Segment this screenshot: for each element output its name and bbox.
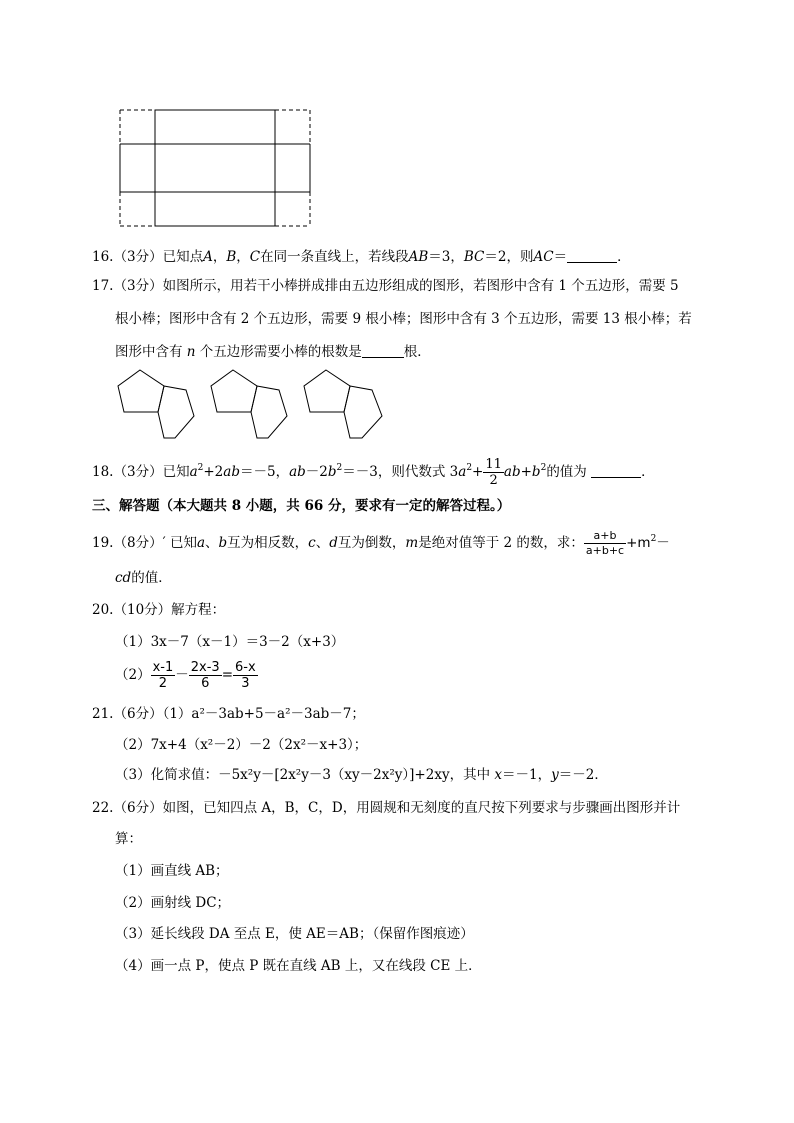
q20-p1-label: （1）: [115, 634, 151, 650]
q18-sq1: 2: [197, 463, 204, 473]
q16-end: ．: [617, 249, 631, 265]
question-16: [92, 247, 631, 267]
q18-expr-ab: ab: [503, 464, 521, 480]
q19-frac-num: a+b: [584, 529, 626, 544]
q19-sep: 、: [205, 535, 219, 551]
q18-frac-num: 11: [485, 457, 502, 472]
q19-m: m: [405, 535, 419, 551]
q17-score: （3分）: [113, 278, 163, 294]
q22-line1: 如图，已知四点 A，B，C，D，用圆规和无刻度的直尺按下列要求与步骤画出图形并计: [162, 800, 681, 816]
q22-step3: （3）延长线段 DA 至点 E，使 AE＝AB；（保留作图痕迹）: [115, 926, 474, 942]
q17-line3-c: 根．: [403, 344, 431, 360]
q18-fraction: [483, 457, 504, 488]
q20-frac3: [233, 660, 258, 691]
q20-p2-label: （2）: [115, 667, 151, 683]
q20-frac2: [189, 660, 222, 691]
q16-ac: AC: [533, 249, 554, 265]
question-17-line2: [115, 309, 692, 329]
q19-a: a: [196, 535, 206, 551]
q18-cond1-a: a: [189, 464, 198, 480]
question-19-line2: [115, 568, 172, 588]
q18-text-b: 的值为: [546, 464, 587, 480]
q21-p3-x: x: [494, 767, 502, 783]
q18-plus: +: [472, 464, 484, 480]
q21-p1: a²－3ab+5－a²－3ab－7；: [191, 706, 365, 722]
q17-line2: 根小棒；图形中含有 2 个五边形，需要 9 根小棒；图形中含有 3 个五边形，需要 13 根小棒；若: [115, 311, 692, 327]
q19-line2-b: 的值．: [131, 570, 172, 586]
q18-sq2: 2: [336, 463, 343, 473]
q19-b: b: [218, 535, 228, 551]
pentagon-4: [251, 386, 287, 438]
pentagon-3: [211, 370, 257, 412]
q16-eq2: ＝2，则: [484, 249, 534, 265]
q16-point-c: C: [249, 249, 261, 265]
q17-number: 17.: [92, 278, 114, 294]
q17-answer-blank: [362, 343, 404, 358]
pentagon-2: [158, 386, 194, 438]
q21-p3-label: （3）: [115, 767, 151, 783]
q16-sep2: ，: [236, 249, 250, 265]
q22-step4: （4）画一点 P，使点 P 既在直线 AB 上，又在线段 CE 上．: [115, 958, 482, 974]
q21-p3-a: 化简求值：－5x²y－[2x²y－3（xy－2x²y）]+2xy，其中: [150, 767, 491, 783]
q19-number: 19.: [92, 535, 114, 551]
q21-p3-b: ＝－1，: [502, 767, 552, 783]
q18-answer-blank: [591, 463, 641, 478]
q18-cond2-bvar: b: [327, 464, 337, 480]
q18-cond1-ab: ab: [223, 464, 240, 480]
question-21: [92, 704, 365, 724]
q19-mark: ′: [162, 535, 166, 551]
q16-answer-blank: [567, 248, 617, 263]
q18-expr-a: a: [458, 464, 467, 480]
q22-step2: （2）画射线 DC；: [115, 895, 231, 911]
q18-expr-plus: +: [520, 464, 532, 480]
section-3-heading: 三、解答题（本大题共 8 小题，共 66 分，要求有一定的解答过程。）: [92, 498, 511, 514]
q20-title: 解方程：: [171, 602, 226, 618]
q16-eq1: ＝3，: [428, 249, 464, 265]
question-19: [92, 529, 670, 558]
q17-line1: 如图所示，用若干小棒拼成排由五边形组成的图形，若图形中含有 1 个五边形，需要 5: [162, 278, 679, 294]
q20-f3-den: 3: [241, 676, 250, 691]
q19-cd: cd: [115, 570, 132, 586]
q18-text-a: 已知: [162, 464, 190, 480]
q16-ab: AB: [408, 249, 429, 265]
q20-f2-den: 6: [201, 676, 210, 691]
q18-cond1-b: +2: [203, 464, 224, 480]
q18-sq3: 2: [466, 463, 473, 473]
q22-score: （6分）: [113, 800, 163, 816]
question-17-line1: [92, 276, 679, 296]
q22-step1: （1）画直线 AB；: [115, 863, 229, 879]
q20-f1-den: 2: [158, 676, 168, 691]
q19-text-d: 是绝对值等于 2 的数，求：: [418, 535, 584, 551]
q21-score: （6分）: [113, 706, 163, 722]
q20-part2: [115, 660, 258, 691]
q22-line2-text: 算：: [115, 831, 142, 847]
pentagon-6: [344, 386, 382, 438]
q17-line3-b: 个五边形需要小棒的根数是: [199, 344, 362, 360]
q18-frac-den: 2: [489, 473, 498, 488]
q20-number: 20.: [92, 602, 114, 618]
q16-sep1: ，: [212, 249, 227, 265]
question-18: [92, 457, 655, 488]
q18-end: ．: [641, 464, 655, 480]
q17-n: n: [186, 344, 196, 360]
question-20: [92, 600, 225, 620]
q19-d: d: [329, 535, 338, 551]
q20-p1-equation: 3x－7（x－1）＝3－2（x+3）: [150, 634, 345, 650]
q16-text-b: 在同一条直线上，若线段: [260, 249, 409, 265]
q16-point-a: A: [203, 249, 213, 265]
q16-eq3: ＝: [553, 249, 568, 265]
q21-p2: 7x+4（x²－2）－2（2x²－x+3）；: [150, 737, 368, 753]
q19-c: c: [308, 535, 316, 551]
net-center-rect: [155, 110, 275, 226]
q20-f1-num: x-1: [152, 660, 174, 675]
q20-f2-num: 2x-3: [190, 660, 220, 675]
q19-sep2: 、: [315, 535, 330, 551]
q18-cond2-d: ＝－3，则代数式 3: [342, 464, 459, 480]
q18-sq4: 2: [540, 463, 547, 473]
q19-text-b: 互为相反数，: [227, 535, 309, 551]
q16-number: 16.: [92, 249, 114, 265]
q20-f3-num: 6-x: [235, 660, 256, 675]
q19-plus-m: +m: [626, 535, 651, 551]
pentagon-1: [118, 370, 164, 412]
q20-minus: －: [175, 667, 189, 683]
q20-part1: [115, 632, 344, 652]
q19-minus: －: [656, 535, 670, 551]
q19-frac-den: a+b+c: [585, 544, 625, 557]
q20-score: （10分）: [113, 602, 172, 618]
box-net-figure: [115, 106, 315, 228]
q20-eq: =: [221, 667, 233, 683]
q16-score: （3分）: [113, 249, 163, 265]
q18-cond1-d: ＝－5，: [239, 464, 290, 480]
q22-number: 22.: [92, 800, 114, 816]
q16-point-b: B: [226, 249, 237, 265]
q16-bc: BC: [463, 249, 485, 265]
q21-part3: [115, 765, 608, 785]
q21-part2: [115, 735, 367, 755]
pentagon-chain-figure: [112, 366, 402, 446]
q18-cond2-ab: ab: [289, 464, 306, 480]
q21-number: 21.: [92, 706, 114, 722]
question-22: [92, 798, 680, 818]
q21-p2-label: （2）: [115, 737, 151, 753]
q18-number: 18.: [92, 464, 114, 480]
q21-p3-y: y: [551, 767, 559, 783]
q18-score: （3分）: [113, 464, 163, 480]
q21-p1-label: （1）: [162, 706, 192, 722]
q16-text-a: 已知点: [162, 249, 204, 265]
q19-text-a: 已知: [169, 535, 197, 551]
q22-line2: [115, 829, 142, 849]
q18-expr-b: b: [531, 464, 541, 480]
question-17-line3: [115, 342, 431, 362]
q19-score: （8分）: [113, 535, 163, 551]
q20-frac1: [151, 660, 176, 691]
q18-cond2-b: －2: [305, 464, 328, 480]
q19-fraction: [584, 529, 626, 558]
q19-text-c: 互为倒数，: [337, 535, 406, 551]
q21-p3-c: ＝－2．: [558, 767, 608, 783]
q17-line3-a: 图形中含有: [115, 344, 183, 360]
q19-sq: 2: [650, 534, 657, 544]
pentagon-5: [304, 370, 350, 412]
